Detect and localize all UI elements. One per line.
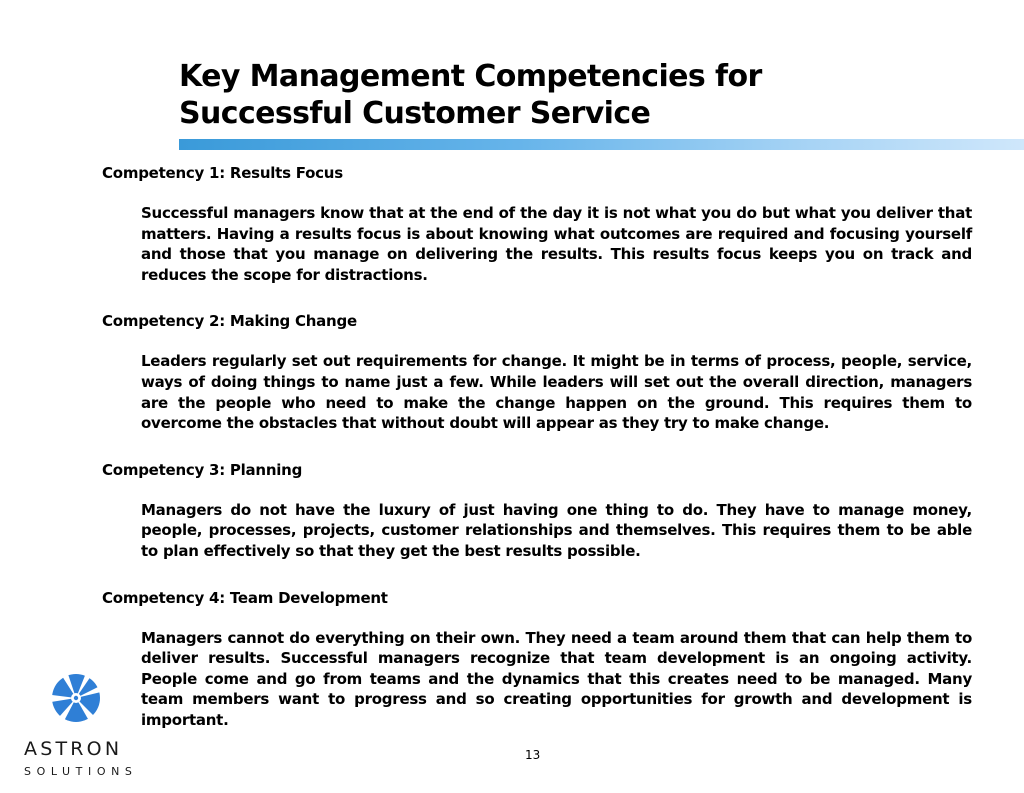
competency-3 xyxy=(102,460,972,562)
competency-description: Managers do not have the luxury of just having one thing to do. They have to manage money, people, processes, projects, customer relationships and themselves. This requires them to be able to plan effectively so that they get the best results possible. xyxy=(141,500,972,560)
competency-2 xyxy=(102,311,972,433)
slide-title xyxy=(179,58,762,132)
page-number: 13 xyxy=(525,748,541,762)
logo-subtitle: SOLUTIONS xyxy=(24,765,138,778)
competency-heading: Competency 1: Results Focus xyxy=(102,164,343,182)
competency-heading: Competency 4: Team Development xyxy=(102,588,388,607)
logo-name: ASTRON xyxy=(24,738,123,760)
competency-heading: Competency 3: Planning xyxy=(102,460,303,479)
title-accent-bar xyxy=(179,139,1024,150)
slide-title-text: Key Management Competencies for Successful Customer Service xyxy=(179,59,762,131)
star-burst-icon xyxy=(50,672,102,724)
competency-4 xyxy=(102,588,972,731)
astron-logo xyxy=(24,672,138,782)
competency-heading: Competency 2: Making Change xyxy=(102,312,357,331)
competency-description: Managers cannot do everything on their own. They need a team around them that can help them to deliver results. Successful managers recognize that team development is an ongoing activity. People come and go from teams and the dynamics that this creates need to be managed. Many team members want to progress and so creating opportunities for growth and development is important. xyxy=(141,628,972,729)
competency-description: Leaders regularly set out requirements for change. It might be in terms of process, people, service, ways of doing things to name just a few. While leaders will set out the overall direction, managers are the people who need to make the change happen on the ground. This requires them to overcome the obstacles that without doubt will appear as they try to make change. xyxy=(141,352,972,433)
competency-list xyxy=(102,163,972,731)
competency-description: Successful managers know that at the end of the day it is not what you do but what you deliver that matters. Having a results focus is about knowing what outcomes are required and focusing yourself and those that you manage on delivering the results. This results focus keeps you on track and reduces the scope for distractions. xyxy=(141,204,972,284)
competency-1 xyxy=(102,163,972,285)
